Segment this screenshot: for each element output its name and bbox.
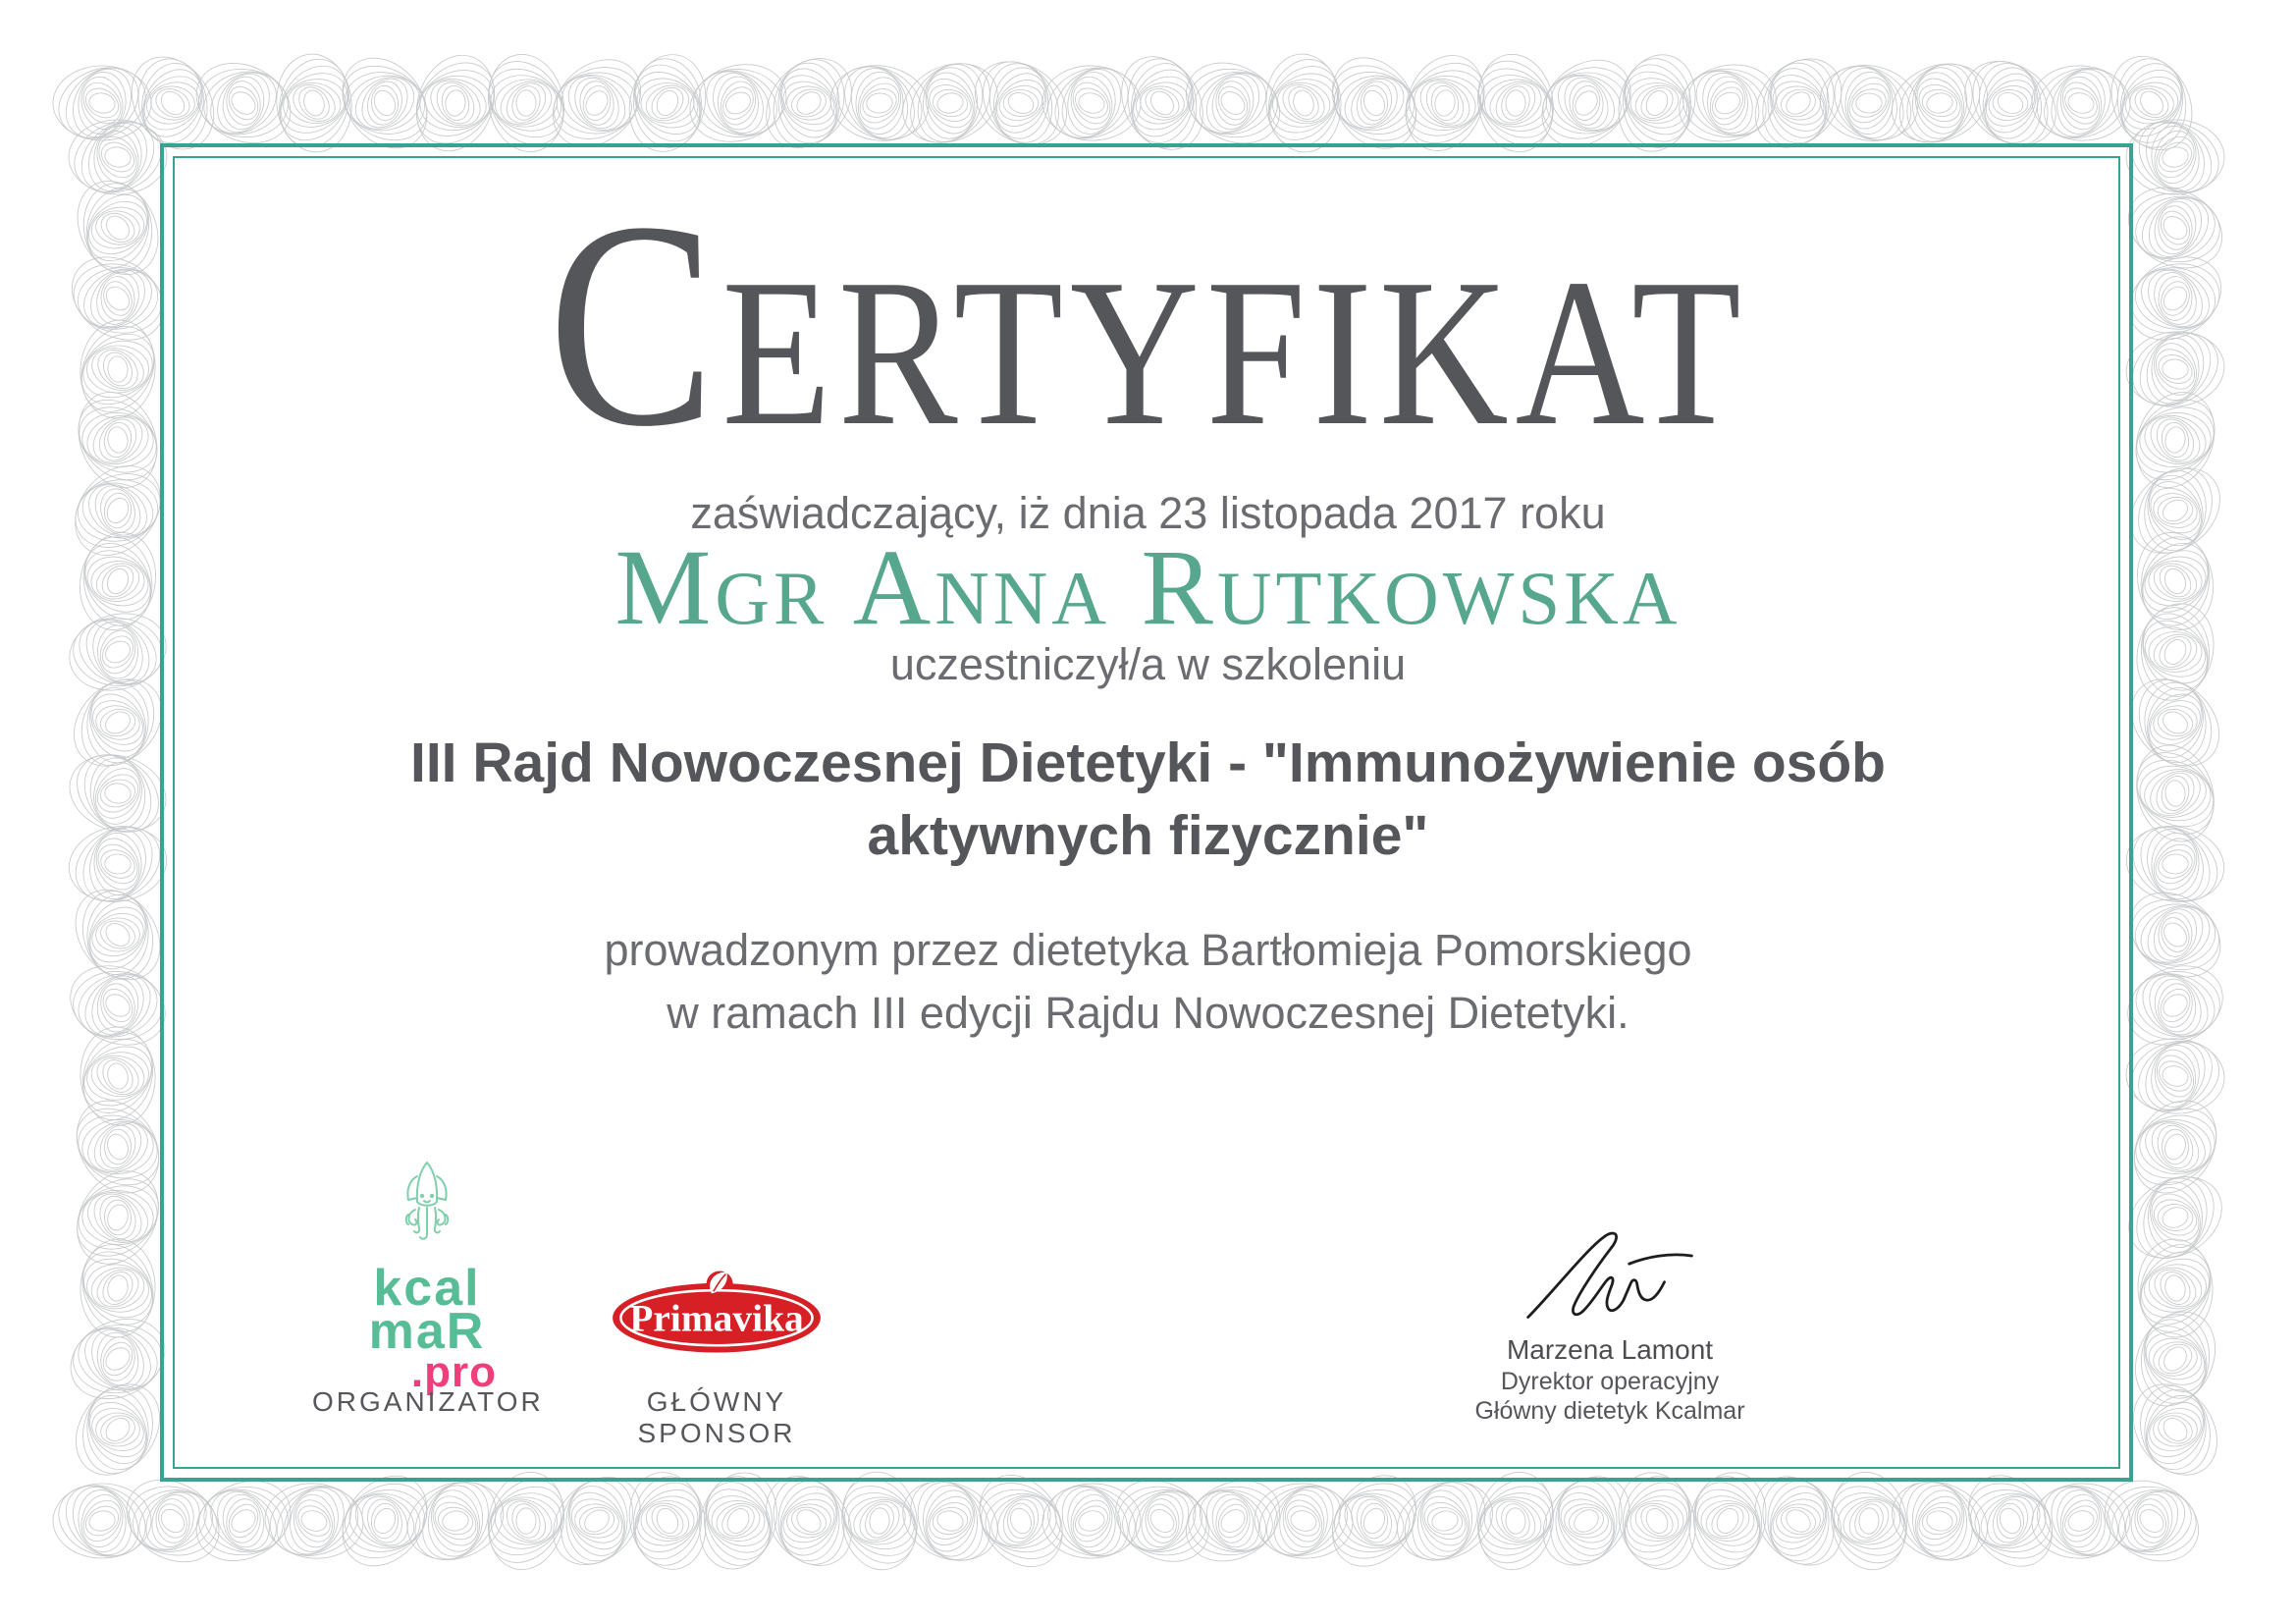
organizer-logo-block [334,1159,520,1396]
course-title [0,727,2296,872]
intro-line: zaświadczający, iż dnia 23 listopada 2017 roku [690,488,1606,538]
certificate-title [172,161,2123,487]
kcalmar-word1: kcal [373,1260,481,1317]
conducted-line2: w ramach III edycji Rajdu Nowoczesnej Dietetyki. [667,988,1629,1038]
participation-line: uczestniczył/a w szkoleniu [889,639,1407,689]
primavika-logo [610,1269,824,1355]
course-title-line1: III Rajd Nowoczesnej Dietetyki - "Immunożywienie osób [410,731,1886,794]
conducted-line1: prowadzonym przez dietetyka Bartłomieja Pomorskiego [604,925,1692,975]
title-drop-cap: C [548,161,722,487]
conducted-by-text [0,919,2296,1045]
signatory-role-2: Główny dietetyk Kcalmar [1474,1397,1745,1425]
sponsor-logo-block [601,1269,832,1360]
signatory-name: Marzena Lamont [1506,1334,1714,1365]
squid-icon [392,1159,462,1261]
signature-handwriting [1512,1219,1708,1327]
organizer-caption: ORGANIZATOR [312,1386,544,1417]
signature-block [1414,1219,1806,1426]
sponsor-caption: GŁÓWNY SPONSOR [637,1386,796,1448]
course-title-line2: aktywnych fizycznie" [867,804,1429,867]
kcalmar-logo-text [334,1260,520,1396]
title-rest: ERTYFIKAT [721,235,1748,469]
recipient-name: Mgr Anna Rutkowska [614,527,1682,647]
primavika-logo-text: Primavika [629,1296,804,1340]
signatory-role-1: Dyrektor operacyjny [1500,1368,1720,1395]
kcalmar-word2: maR [368,1303,486,1360]
kcalmar-pro-suffix: .pro [410,1348,497,1396]
